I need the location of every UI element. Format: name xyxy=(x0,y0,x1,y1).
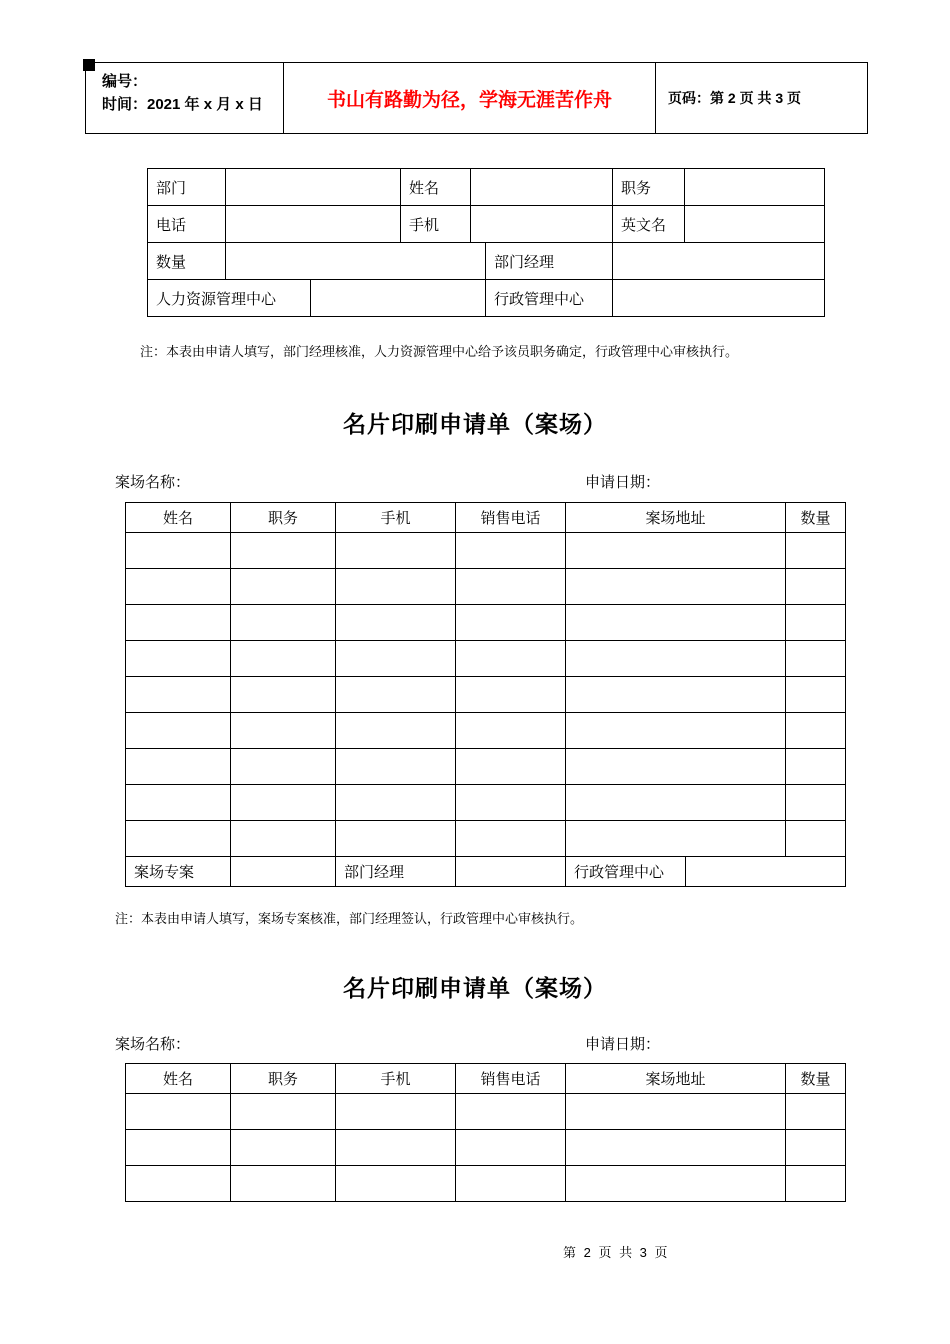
empty-cell xyxy=(566,533,786,569)
english-name-value-cell xyxy=(685,206,825,243)
empty-cell xyxy=(336,713,456,749)
admin-center-label: 行政管理中心 xyxy=(566,857,686,887)
empty-cell xyxy=(456,749,566,785)
col-header-mobile: 手机 xyxy=(336,503,456,533)
empty-cell xyxy=(336,785,456,821)
empty-table-row xyxy=(126,641,846,677)
header-motto: 书山有路勤为径，学海无涯苦作舟 xyxy=(284,63,656,133)
section2-site-name-label: 案场名称： xyxy=(115,1036,191,1053)
section2-title: 名片印刷申请单（案场） xyxy=(343,975,607,1001)
request-table-2 xyxy=(125,1063,846,1202)
empty-cell xyxy=(336,1130,456,1166)
empty-table-row xyxy=(126,533,846,569)
dept-manager-value-cell xyxy=(613,243,825,280)
empty-table-row xyxy=(126,605,846,641)
empty-table-row xyxy=(126,677,846,713)
table-footer-row xyxy=(126,857,846,887)
table-row xyxy=(148,206,825,243)
empty-cell xyxy=(231,1166,336,1202)
empty-table-row xyxy=(126,1166,846,1202)
empty-cell xyxy=(336,677,456,713)
hr-center-label: 人力资源管理中心 xyxy=(148,280,311,317)
title-label: 职务 xyxy=(613,169,685,206)
admin-center-label: 行政管理中心 xyxy=(486,280,613,317)
empty-cell xyxy=(231,641,336,677)
section1-note: 注：本表由申请人填写，案场专案核准，部门经理签认，行政管理中心审核执行。 xyxy=(115,911,584,926)
site-specialist-value-cell xyxy=(231,857,336,887)
quantity-label: 数量 xyxy=(148,243,226,280)
empty-cell xyxy=(566,749,786,785)
empty-cell xyxy=(126,677,231,713)
empty-cell xyxy=(786,1130,846,1166)
empty-cell xyxy=(786,749,846,785)
col-header-name: 姓名 xyxy=(126,1064,231,1094)
corner-marker xyxy=(83,59,95,71)
empty-table-row xyxy=(126,1130,846,1166)
empty-cell xyxy=(786,605,846,641)
mobile-value-cell xyxy=(471,206,613,243)
empty-cell xyxy=(786,569,846,605)
dept-label: 部门 xyxy=(148,169,226,206)
empty-cell xyxy=(231,605,336,641)
col-header-sales-phone: 销售电话 xyxy=(456,1064,566,1094)
empty-cell xyxy=(126,785,231,821)
empty-cell xyxy=(566,821,786,857)
empty-cell xyxy=(456,533,566,569)
empty-cell xyxy=(456,713,566,749)
empty-cell xyxy=(231,713,336,749)
section1-apply-date-label: 申请日期： xyxy=(585,474,661,491)
empty-cell xyxy=(126,533,231,569)
empty-table-row xyxy=(126,785,846,821)
empty-cell xyxy=(231,1130,336,1166)
table-row xyxy=(148,243,825,280)
empty-cell xyxy=(231,569,336,605)
empty-cell xyxy=(336,533,456,569)
empty-cell xyxy=(566,569,786,605)
col-header-quantity: 数量 xyxy=(786,1064,846,1094)
col-header-sales-phone: 销售电话 xyxy=(456,503,566,533)
empty-cell xyxy=(231,1094,336,1130)
empty-cell xyxy=(126,713,231,749)
doc-time-label: 时间：2021 年 x 月 x 日 xyxy=(102,95,263,113)
empty-cell xyxy=(336,605,456,641)
col-header-title: 职务 xyxy=(231,1064,336,1094)
empty-cell xyxy=(231,533,336,569)
col-header-mobile: 手机 xyxy=(336,1064,456,1094)
table-row xyxy=(148,280,825,317)
name-label: 姓名 xyxy=(401,169,471,206)
empty-cell xyxy=(566,1094,786,1130)
page-number-footer: 第 2 页 共 3 页 xyxy=(563,1245,670,1260)
empty-cell xyxy=(786,821,846,857)
empty-cell xyxy=(336,749,456,785)
table-header-row xyxy=(126,1064,846,1094)
approval-note: 注：本表由申请人填写，部门经理核准，人力资源管理中心给予该员职务确定，行政管理中心审核执行。 xyxy=(140,344,739,359)
empty-cell xyxy=(456,1166,566,1202)
empty-cell xyxy=(456,605,566,641)
empty-cell xyxy=(786,713,846,749)
dept-value-cell xyxy=(226,169,401,206)
empty-cell xyxy=(126,641,231,677)
section2-apply-date-label: 申请日期： xyxy=(585,1036,661,1053)
name-value-cell xyxy=(471,169,613,206)
empty-cell xyxy=(126,1094,231,1130)
phone-value-cell xyxy=(226,206,401,243)
empty-cell xyxy=(786,641,846,677)
empty-cell xyxy=(566,785,786,821)
page-header xyxy=(85,62,868,134)
doc-number-label: 编号： xyxy=(102,73,148,90)
empty-table-row xyxy=(126,821,846,857)
empty-cell xyxy=(126,749,231,785)
empty-cell xyxy=(456,1130,566,1166)
empty-cell xyxy=(566,677,786,713)
empty-cell xyxy=(566,641,786,677)
header-page-number: 页码：第 2 页 共 3 页 xyxy=(668,90,802,106)
empty-table-row xyxy=(126,713,846,749)
section1-title: 名片印刷申请单（案场） xyxy=(343,411,607,437)
empty-cell xyxy=(786,533,846,569)
empty-cell xyxy=(231,677,336,713)
dept-manager-label: 部门经理 xyxy=(486,243,613,280)
empty-cell xyxy=(566,1166,786,1202)
empty-cell xyxy=(336,1166,456,1202)
quantity-value-cell xyxy=(226,243,486,280)
col-header-site-address: 案场地址 xyxy=(566,503,786,533)
dept-manager-label: 部门经理 xyxy=(336,857,456,887)
table-row xyxy=(148,169,825,206)
empty-cell xyxy=(456,821,566,857)
empty-cell xyxy=(336,569,456,605)
empty-cell xyxy=(456,569,566,605)
empty-cell xyxy=(566,605,786,641)
empty-cell xyxy=(786,1094,846,1130)
empty-cell xyxy=(336,1094,456,1130)
approval-table xyxy=(147,168,825,317)
empty-cell xyxy=(231,785,336,821)
empty-cell xyxy=(231,749,336,785)
empty-cell xyxy=(336,641,456,677)
title-value-cell xyxy=(685,169,825,206)
empty-cell xyxy=(456,1094,566,1130)
empty-cell xyxy=(126,1166,231,1202)
empty-cell xyxy=(126,605,231,641)
header-meta xyxy=(86,63,284,133)
phone-label: 电话 xyxy=(148,206,226,243)
empty-table-row xyxy=(126,749,846,785)
empty-table-row xyxy=(126,1094,846,1130)
empty-cell xyxy=(456,785,566,821)
section1-site-name-label: 案场名称： xyxy=(115,474,191,491)
col-header-site-address: 案场地址 xyxy=(566,1064,786,1094)
empty-cell xyxy=(126,821,231,857)
col-header-quantity: 数量 xyxy=(786,503,846,533)
table-header-row xyxy=(126,503,846,533)
empty-cell xyxy=(566,713,786,749)
empty-cell xyxy=(456,677,566,713)
admin-center-value-cell xyxy=(613,280,825,317)
empty-cell xyxy=(566,1130,786,1166)
empty-cell xyxy=(231,821,336,857)
empty-cell xyxy=(786,677,846,713)
empty-cell xyxy=(336,821,456,857)
col-header-name: 姓名 xyxy=(126,503,231,533)
english-name-label: 英文名 xyxy=(613,206,685,243)
empty-table-row xyxy=(126,569,846,605)
admin-center-value-cell xyxy=(686,857,846,887)
empty-cell xyxy=(786,785,846,821)
mobile-label: 手机 xyxy=(401,206,471,243)
empty-cell xyxy=(456,641,566,677)
empty-cell xyxy=(126,569,231,605)
col-header-title: 职务 xyxy=(231,503,336,533)
request-table-1 xyxy=(125,502,846,887)
empty-cell xyxy=(126,1130,231,1166)
dept-manager-value-cell xyxy=(456,857,566,887)
empty-cell xyxy=(786,1166,846,1202)
site-specialist-label: 案场专案 xyxy=(126,857,231,887)
hr-center-value-cell xyxy=(311,280,486,317)
